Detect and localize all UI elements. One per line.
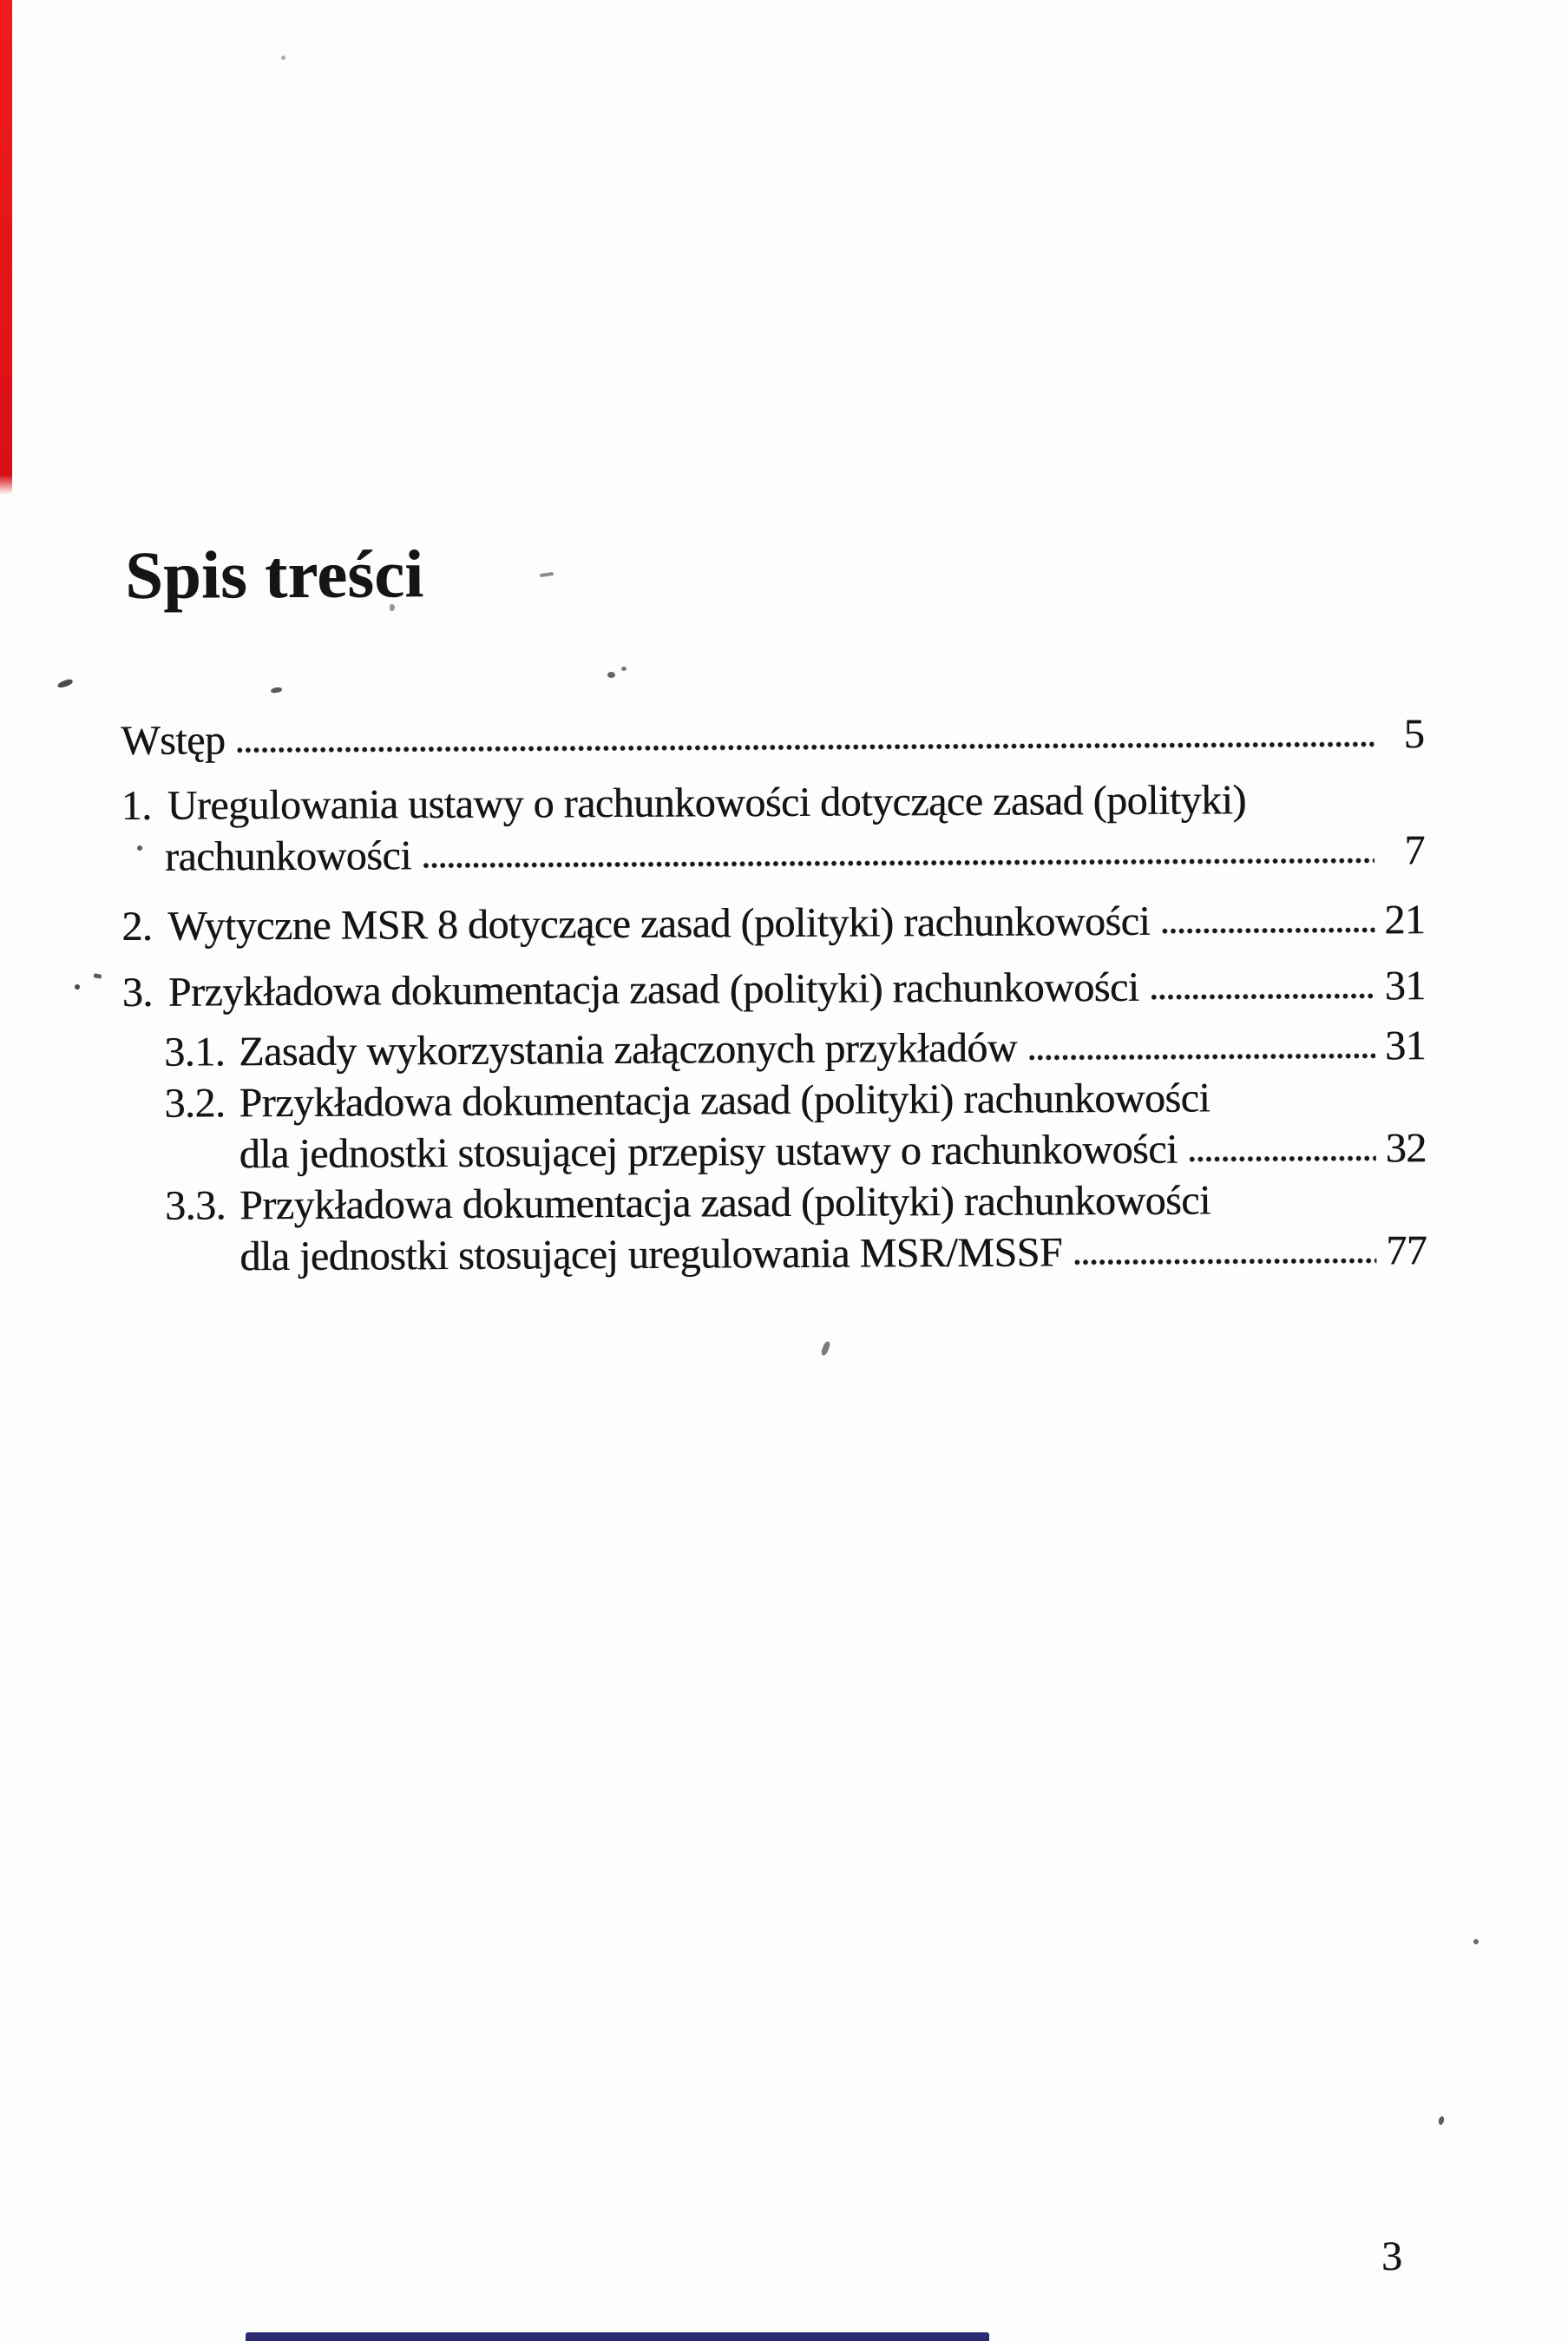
dot-leader	[237, 740, 1374, 754]
toc-entry-text: Uregulowania ustawy o rachunkowości dotyczące zasad (polityki)	[167, 777, 1246, 829]
toc-page-number: 77	[1386, 1227, 1427, 1274]
scan-speck	[56, 678, 73, 688]
toc-entry-text: Wstęp	[121, 717, 226, 764]
toc-content	[120, 529, 1427, 1283]
scan-speck	[75, 984, 80, 990]
scan-speck	[820, 1340, 831, 1356]
toc-page-number: 5	[1403, 711, 1425, 758]
toc-line-1	[121, 773, 1424, 832]
toc-entry-number: 3.	[121, 969, 153, 1016]
toc-line-3-1	[122, 1020, 1426, 1078]
toc-line-3	[122, 960, 1426, 1018]
toc-entry-text: Przykładowa dokumentacja zasad (polityki) rachunkowości	[167, 963, 1139, 1016]
scan-artifact-blue-strip	[246, 2332, 989, 2341]
page-number: 3	[1381, 2233, 1402, 2279]
scan-speck	[281, 56, 285, 60]
toc-entry-text: dla jednostki stosującej uregulowania MSR/MSSF	[239, 1229, 1063, 1280]
table-of-contents	[121, 708, 1427, 1283]
dot-leader	[1029, 1051, 1375, 1062]
toc-line-wstep	[121, 708, 1424, 766]
toc-line-3-2	[122, 1071, 1426, 1129]
dot-leader	[1074, 1256, 1376, 1266]
toc-entry-text: dla jednostki stosującej przepisy ustawy o rachunkowości	[239, 1126, 1178, 1178]
scan-speck	[94, 973, 102, 978]
toc-page-number: 31	[1384, 963, 1426, 1009]
toc-entry-number: 2.	[121, 903, 153, 950]
toc-page-number: 7	[1404, 827, 1426, 874]
toc-line-2	[121, 894, 1425, 952]
toc-page-number: 31	[1384, 1023, 1427, 1069]
page-title: Spis treści	[125, 536, 424, 613]
dot-leader	[1190, 1154, 1376, 1163]
toc-entry-number: 1.	[121, 782, 152, 829]
toc-entry-text: Wytyczne MSR 8 dotyczące zasad (polityki) rachunkowości	[167, 898, 1151, 950]
toc-entry-number: 3.3.	[164, 1182, 226, 1229]
toc-line-1-cont	[121, 825, 1425, 883]
toc-entry-text: Przykładowa dokumentacja zasad (polityki) rachunkowości	[239, 1075, 1210, 1127]
dot-leader	[1162, 925, 1374, 935]
toc-entry-text: Zasady wykorzystania załączonych przykładów	[238, 1024, 1018, 1075]
toc-line-3-3	[123, 1174, 1427, 1232]
toc-page-number: 21	[1384, 897, 1426, 944]
scan-artifact-red-strip	[0, 0, 12, 495]
toc-entry-number: 3.2.	[164, 1080, 226, 1127]
toc-line-3-2-cont	[123, 1122, 1427, 1180]
scan-speck	[1438, 2115, 1445, 2125]
toc-entry-text: Przykładowa dokumentacja zasad (polityki) rachunkowości	[239, 1177, 1210, 1229]
scan-speck	[1473, 1939, 1479, 1944]
toc-entry-number: 3.1.	[163, 1029, 226, 1075]
toc-line-3-3-cont	[123, 1225, 1427, 1283]
dot-leader	[1151, 991, 1375, 1001]
toc-entry-text: rachunkowości	[164, 832, 412, 880]
toc-page-number: 32	[1385, 1125, 1427, 1172]
dot-leader	[423, 856, 1374, 870]
